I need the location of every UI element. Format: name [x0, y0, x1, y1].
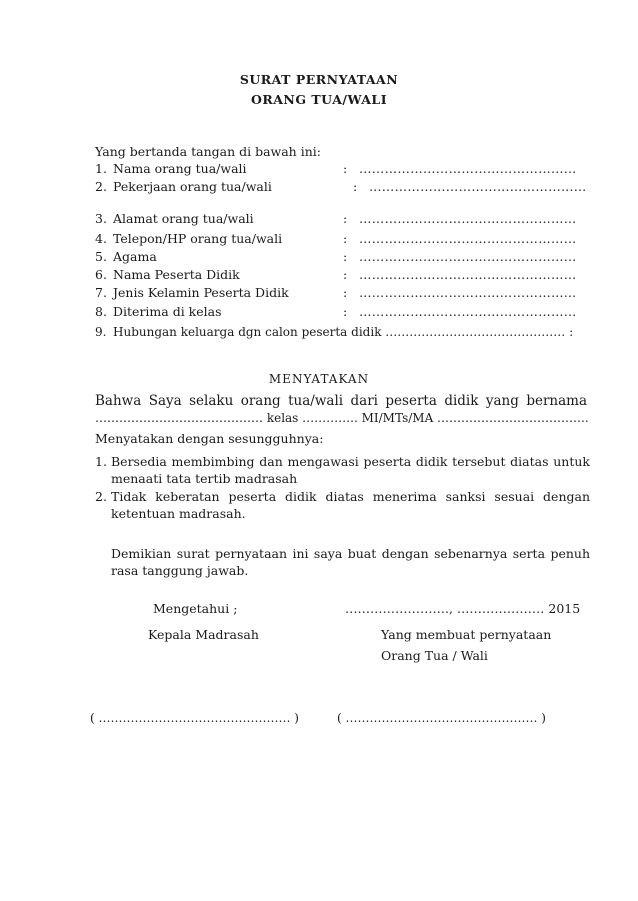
field-number: 8.: [95, 304, 107, 319]
closing-statement: Demikian surat pernyataan ini saya buat dengan sebenarnya serta penuh rasa tanggung jawab.: [111, 546, 590, 578]
field-label: Telepon/HP orang tua/wali: [113, 231, 283, 246]
field-number: 6.: [95, 267, 107, 282]
field-number: 2.: [95, 179, 107, 194]
field-blank-dots: ……………………………………………: [359, 161, 577, 176]
document-title-line2: ORANG TUA/WALI: [250, 92, 388, 107]
statement-line1: Bahwa Saya selaku orang tua/wali dari peserta didik yang bernama: [95, 393, 587, 409]
intro-text: Yang bertanda tangan di bawah ini:: [95, 144, 321, 159]
declaration-point-1: [95, 453, 590, 487]
field-label: Alamat orang tua/wali: [113, 211, 254, 226]
field-blank-dots: ……………………………………………: [359, 249, 577, 264]
field-blank-dots: ……………………………………………: [359, 285, 577, 300]
field-blank-dots: ……………………………………………: [359, 211, 577, 226]
field-number: 7.: [95, 285, 107, 300]
field-colon: :: [343, 285, 348, 300]
field-number: 1.: [95, 161, 107, 176]
field-colon: :: [343, 231, 348, 246]
field-label: Agama: [113, 249, 157, 264]
field-colon: :: [343, 211, 348, 226]
identity-field-row: [95, 231, 595, 246]
signature-principal-blank: ( ………………………………………… ): [90, 711, 299, 725]
field-number: 4.: [95, 231, 107, 246]
field-label: Nama orang tua/wali: [113, 161, 247, 176]
identity-field-row: [95, 179, 595, 194]
identity-field-row: [95, 249, 595, 264]
signature-parent-blank: ( ………………………………………… ): [337, 711, 546, 725]
field-label: Nama Peserta Didik: [113, 267, 240, 282]
field-blank-dots: ……………………………………………: [359, 267, 577, 282]
statement-line2: …………………………………… kelas ………….. MI/MTs/MA ………………………………..: [95, 411, 589, 425]
field-number: 3.: [95, 211, 107, 226]
point-text: Tidak keberatan peserta didik diatas menerima sanksi sesuai dengan ketentuan madrasah.: [111, 489, 590, 521]
field-colon: :: [353, 179, 358, 194]
field-label: Pekerjaan orang tua/wali: [113, 179, 272, 194]
field-label: Jenis Kelamin Peserta Didik: [113, 285, 289, 300]
field-blank-dots: ……………………………………………: [359, 231, 577, 246]
field-relationship: [95, 325, 573, 339]
identity-field-row: [95, 161, 595, 176]
declaration-intro: Menyatakan dengan sesungguhnya:: [95, 431, 324, 446]
point-number: 1.: [95, 454, 107, 469]
field-label: Diterima di kelas: [113, 304, 222, 319]
field-colon: :: [343, 304, 348, 319]
field-colon: :: [343, 161, 348, 176]
point-number: 2.: [95, 489, 107, 504]
signature-parent-title: Orang Tua / Wali: [381, 648, 488, 663]
document-title-line1: SURAT PERNYATAAN: [239, 72, 399, 87]
identity-field-row: [95, 304, 595, 319]
signature-known-by: Mengetahui ;: [153, 601, 238, 616]
identity-field-row: [95, 211, 595, 226]
identity-field-row: [95, 285, 595, 300]
section-heading-menyatakan: MENYATAKAN: [268, 372, 370, 386]
identity-field-row: [95, 267, 595, 282]
point-text: Bersedia membimbing dan mengawasi peserta didik tersebut diatas untuk menaati tata tertib madrasah: [111, 454, 590, 486]
field-number: 9.: [95, 325, 107, 339]
field-colon: :: [343, 267, 348, 282]
declaration-point-2: [95, 488, 590, 522]
field-blank-dots: ……………………………………………: [359, 304, 577, 319]
signature-maker-title: Yang membuat pernyataan: [381, 627, 552, 642]
field-colon: :: [343, 249, 348, 264]
signature-date-line: ……………………., ………………… 2015: [345, 601, 581, 616]
field-relationship-text: Hubungan keluarga dgn calon peserta didik ……………………………………… :: [113, 325, 574, 339]
field-blank-dots: ……………………………………………: [369, 179, 587, 194]
field-number: 5.: [95, 249, 107, 264]
signature-principal-title: Kepala Madrasah: [148, 627, 259, 642]
